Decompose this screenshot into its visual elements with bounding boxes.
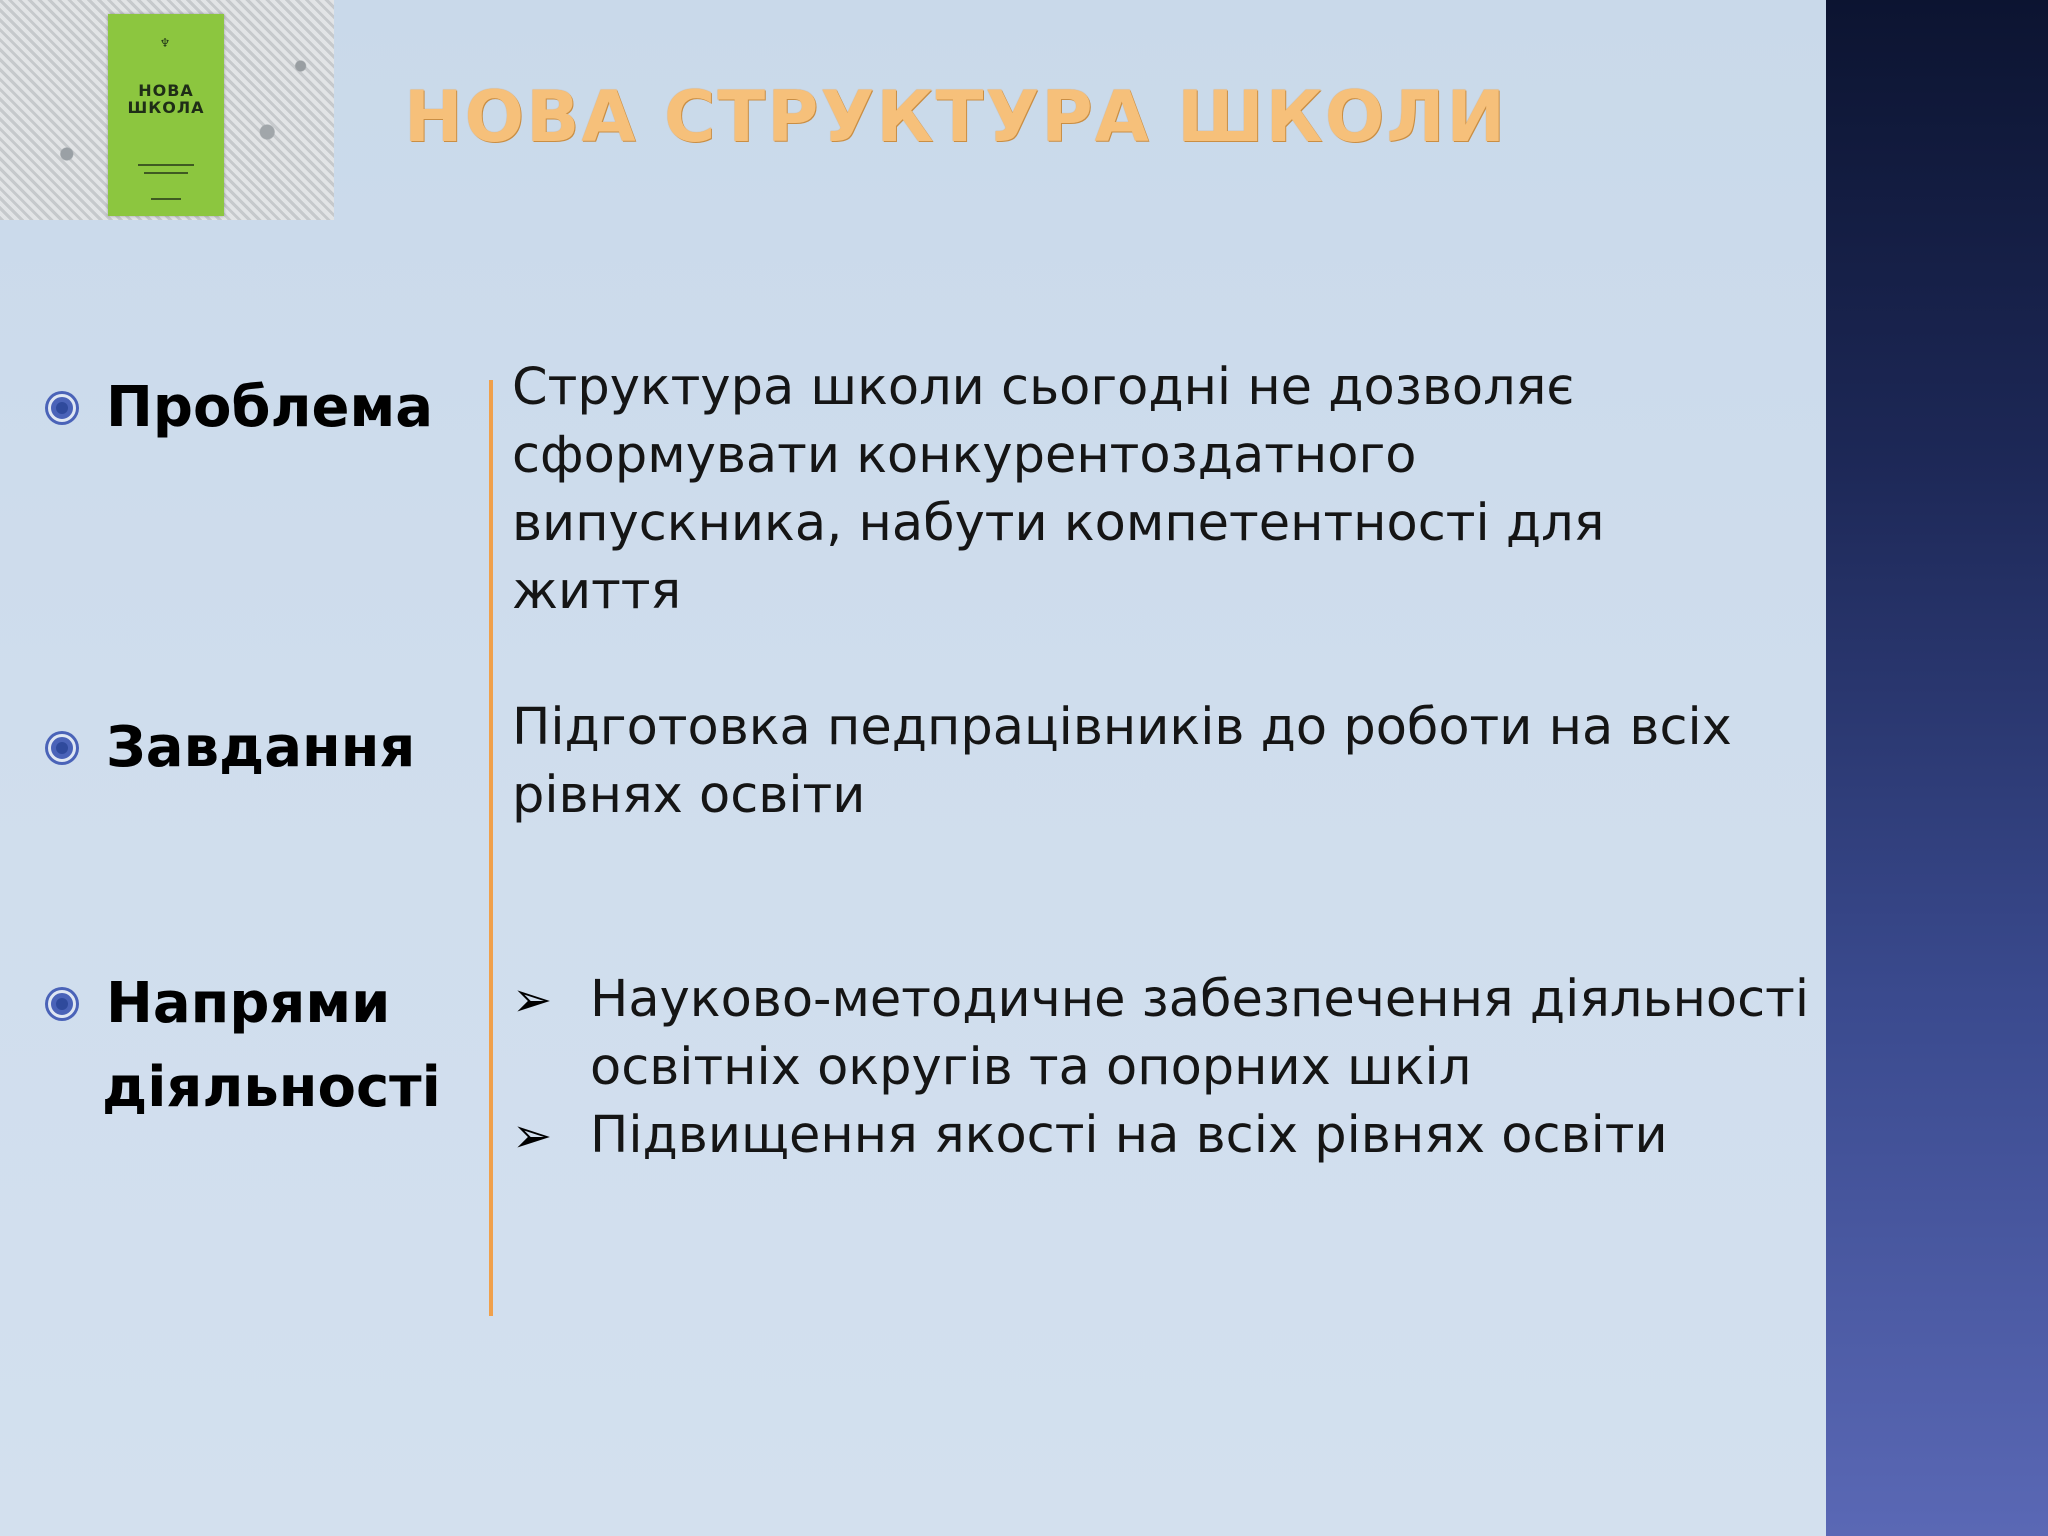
section-task-text — [512, 694, 1772, 830]
logo-title — [108, 82, 224, 116]
side-gradient-band — [1826, 0, 2048, 1536]
direction-item-text: Науково-методичне забезпечення діяльності освітніх округів та опорних шкіл — [590, 970, 1810, 1097]
direction-item-text: Підвищення якості на всіх рівнях освіти — [590, 1106, 1668, 1165]
nova-shkola-logo — [0, 0, 334, 220]
problem-text: Структура школи сьогодні не дозволяє сформувати конкурентоздатного випускника, набути компетентності для життя — [512, 358, 1605, 621]
label-problem: Проблема — [106, 375, 434, 440]
section-problem-text — [512, 354, 1762, 626]
slide-title: НОВА СТРУКТУРА ШКОЛИ — [404, 76, 1508, 158]
logo-title-line1: НОВА — [138, 81, 194, 100]
logo-fine-print — [138, 164, 194, 166]
list-item — [512, 966, 1812, 1102]
arrow-bullet-icon: ➢ — [512, 1108, 553, 1164]
directions-list — [512, 966, 1812, 1170]
logo-fine-print — [144, 172, 188, 174]
vertical-divider — [489, 380, 493, 1316]
list-item — [512, 1102, 1812, 1170]
trident-icon: ♆ — [159, 36, 171, 50]
label-directions-line1: Напрями — [106, 971, 391, 1036]
logo-title-line2: ШКОЛА — [127, 98, 205, 117]
logo-fine-print — [151, 198, 181, 200]
label-task: Завдання — [106, 715, 416, 780]
bullet-icon — [48, 394, 76, 422]
task-text: Підготовка педпрацівників до роботи на всіх рівнях освіти — [512, 698, 1732, 825]
label-directions-line2: діяльності — [102, 1055, 441, 1120]
bullet-icon — [48, 734, 76, 762]
bullet-icon — [48, 990, 76, 1018]
arrow-bullet-icon: ➢ — [512, 972, 553, 1028]
logo-book-cover — [108, 14, 224, 216]
